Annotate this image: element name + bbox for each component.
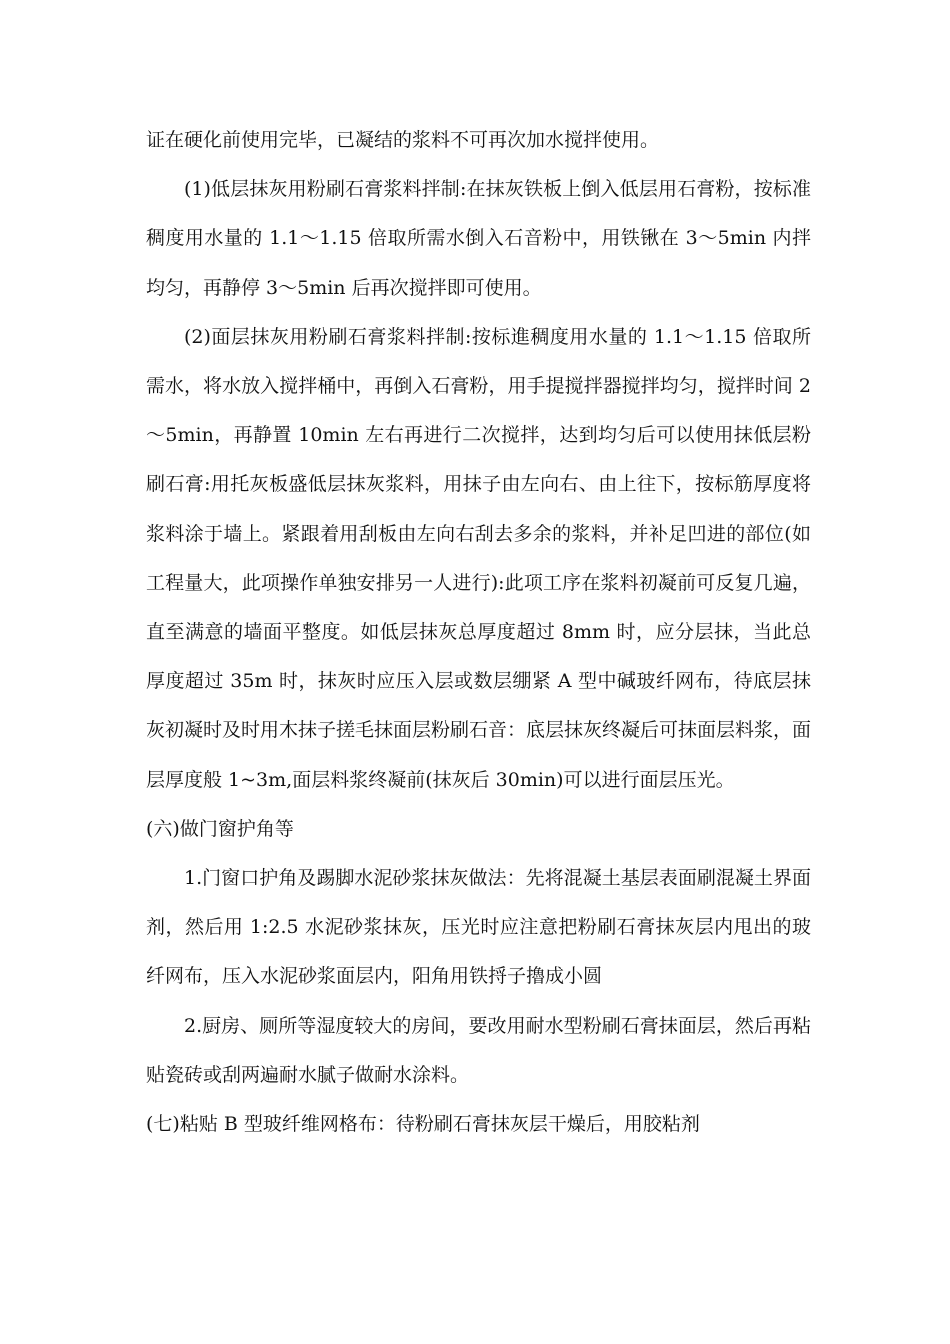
paragraph-continuation: 证在硬化前使用完毕，已凝结的浆料不可再次加水搅拌使用。	[146, 129, 660, 151]
paragraph-step-1: (1)低层抹灰用粉刷石膏浆料拌制:在抹灰铁板上倒入低层用石膏粉，按标准稠度用水量的 1.1～1.15 倍取所需水倒入石音粉中，用铁锹在 3～5min 内拌均匀，再静停 3～5min 后再次搅拌即可使用。	[146, 178, 811, 299]
section-heading-6: (六)做门窗护角等	[146, 817, 294, 840]
paragraph-step-2: (2)面层抹灰用粉刷石膏浆料拌制:按标進稠度用水量的 1.1～1.15 倍取所需水，将水放入搅拌桶中，再倒入石膏粉，用手提搅拌器搅拌均匀，搅拌时间 2～5min，再静置 10min 左右再进行二次搅拌，达到均匀后可以使用抹低层粉刷石膏:用托灰板盛低层抹灰浆料，用抹子由左向右、由上往下，按标筋厚度将浆料涂于墙上。紧跟着用刮板由左向右刮去多余的浆料，并补足凹进的部位(如工程量大，此项操作单独安排另一人进行):此项工序在浆料初凝前可反复几遍，直至满意的墙面平整度。如低层抹灰总厚度超过 8mm 时，应分层抹，当此总厚度超过 35m 时，抹灰时应压入层或数层绷紧 A 型中碱玻纤网布，待底层抹灰初凝时及时用木抹子搓毛抹面层粉刷石音：底层抹灰终凝后可抹面层料浆，面层厚度般 1~3m,面层料浆终凝前(抹灰后 30min)可以进行面层压光。	[146, 325, 812, 791]
paragraph-item-1: 1.门窗口护角及踢脚水泥砂浆抹灰做法：先将混凝土基层表面刷混凝土界面剂，然后用 1:2.5 水泥砂浆抹灰，压光时应注意把粉刷石膏抹灰层内甩出的玻纤网布，压入水泥砂浆面层内，阳角用铁捋子擼成小圆	[146, 867, 811, 988]
section-heading-7: (七)粘贴 B 型玻纤维网格布：待粉刷石膏抹灰层干燥后，用胶粘剂	[146, 1113, 700, 1136]
paragraph-item-2: 2.厨房、厕所等湿度较大的房间，要改用耐水型粉刷石膏抹面层，然后再粘贴瓷砖或刮两遍耐水腻子做耐水涂料。	[146, 1014, 811, 1086]
document-body	[146, 116, 811, 1149]
